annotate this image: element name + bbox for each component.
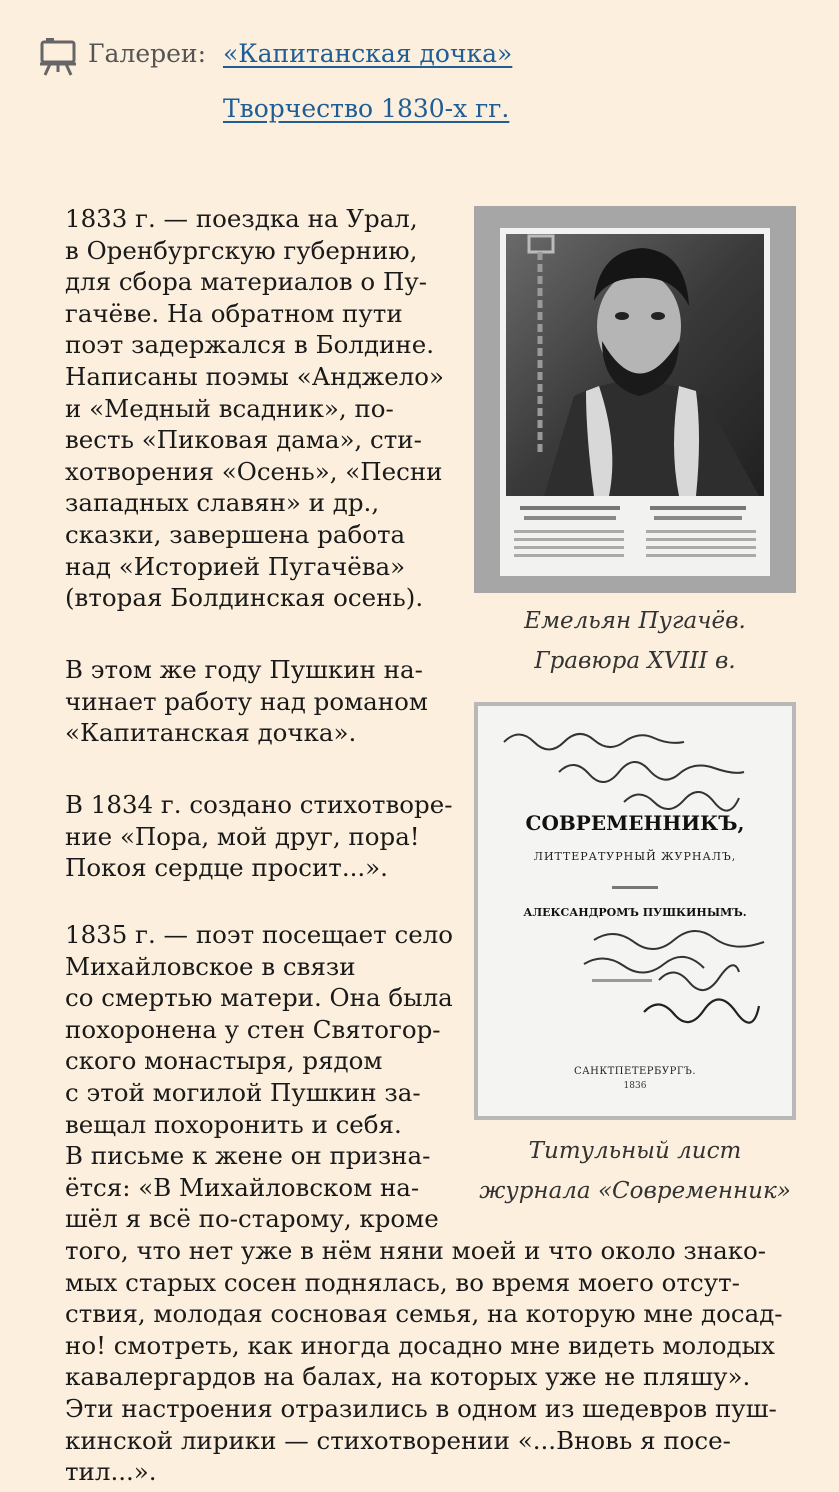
title-page-publisher: АЛЕКСАНДРОМЪ ПУШКИНЫМЪ. — [523, 906, 747, 919]
title-page-title: СОВРЕМЕННИКЪ, — [525, 811, 745, 835]
text-line: но! смотреть, как иногда досадно мне видеть молодых — [65, 1330, 775, 1360]
text-line: в Оренбургскую губернию, — [65, 235, 418, 265]
easel-icon — [40, 36, 76, 76]
caption-line: Емельян Пугачёв. — [524, 608, 746, 634]
text-line: хотворения «Осень», «Песни — [65, 456, 443, 486]
sovremennik-title-page-image — [474, 702, 796, 1120]
text-line: над «Историей Пугачёва» — [65, 551, 406, 581]
text-line: тил...». — [65, 1457, 157, 1487]
text-line: шёл я всё по-старому, кроме — [65, 1204, 439, 1234]
paragraph-1833 — [65, 203, 444, 614]
paragraph-captains-daughter — [65, 654, 428, 749]
text-line: ствия, молодая сосновая семья, на которую мне досад- — [65, 1299, 783, 1329]
figure-pugachev-engraving[interactable] — [474, 206, 796, 593]
text-line: Михайловское в связи — [65, 951, 356, 981]
gallery-label: Галереи: — [88, 39, 207, 68]
text-line: ётся: «В Михайловском на- — [65, 1172, 420, 1202]
text-line: похоронена у стен Святогор- — [65, 1014, 441, 1044]
text-line: ние «Пора, мой друг, пора! — [65, 821, 420, 851]
text-line: весть «Пиковая дама», сти- — [65, 425, 422, 455]
figure-caption-sovremennik — [470, 1131, 800, 1211]
text-line: ского монастыря, рядом — [65, 1046, 383, 1076]
text-line: со смертью матери. Она была — [65, 983, 453, 1013]
text-line: Покоя сердце просит...». — [65, 853, 388, 883]
text-line: кинской лирики — стихотворении «...Вновь я посе- — [65, 1425, 731, 1455]
text-line: мых старых сосен поднялась, во время моего отсут- — [65, 1267, 740, 1297]
title-page-city: САНКТПЕТЕРБУРГЪ. — [573, 1066, 697, 1077]
figure-sovremennik-title-page[interactable] — [474, 702, 796, 1120]
text-line: (вторая Болдинская осень). — [65, 583, 424, 613]
figure-caption-pugachev — [474, 601, 796, 681]
text-line: 1833 г. — поездка на Урал, — [65, 204, 418, 233]
caption-line: Гравюра XVIII в. — [534, 648, 736, 674]
text-line: сказки, завершена работа — [65, 519, 406, 549]
caption-line: журнала «Современник» — [479, 1178, 791, 1204]
text-line: и «Медный всадник», по- — [65, 393, 394, 423]
text-line: для сбора материалов о Пу- — [65, 267, 428, 297]
text-line: «Капитанская дочка». — [65, 718, 357, 748]
text-line: 1835 г. — поэт посещает село — [65, 920, 454, 949]
text-line: В 1834 г. создано стихотворе- — [65, 790, 453, 819]
caption-line: Титульный лист — [528, 1138, 742, 1164]
text-line: Написаны поэмы «Анджело» — [65, 361, 445, 391]
gallery-link-works-1830s[interactable]: Творчество 1830-х гг. — [223, 94, 510, 123]
text-line: того, что нет уже в нём няни моей и что около знако- — [65, 1235, 767, 1265]
title-page-subtitle: ЛИТТЕРАТУРНЫЙ ЖУРНАЛЪ, — [533, 850, 737, 863]
text-line: поэт задержался в Болдине. — [65, 330, 434, 360]
text-line: В письме к жене он призна- — [65, 1141, 431, 1171]
paragraph-1834 — [65, 789, 452, 884]
text-line: западных славян» и др., — [65, 488, 380, 518]
text-line: чинает работу над романом — [65, 686, 428, 716]
text-line: кавалергардов на балах, на которых уже не пляшу». — [65, 1362, 751, 1392]
gallery-link-captains-daughter[interactable]: «Капитанская дочка» — [223, 39, 513, 68]
text-line: Эти настроения отразились в одном из шедевров пуш- — [65, 1393, 777, 1423]
text-line: В этом же году Пушкин на- — [65, 655, 423, 684]
title-page-year: 1836 — [623, 1081, 647, 1091]
text-line: гачёве. На обратном пути — [65, 298, 403, 328]
pugachev-portrait-image — [474, 206, 796, 593]
text-line: вещал похоронить и себя. — [65, 1109, 402, 1139]
text-line: с этой могилой Пушкин за- — [65, 1077, 421, 1107]
